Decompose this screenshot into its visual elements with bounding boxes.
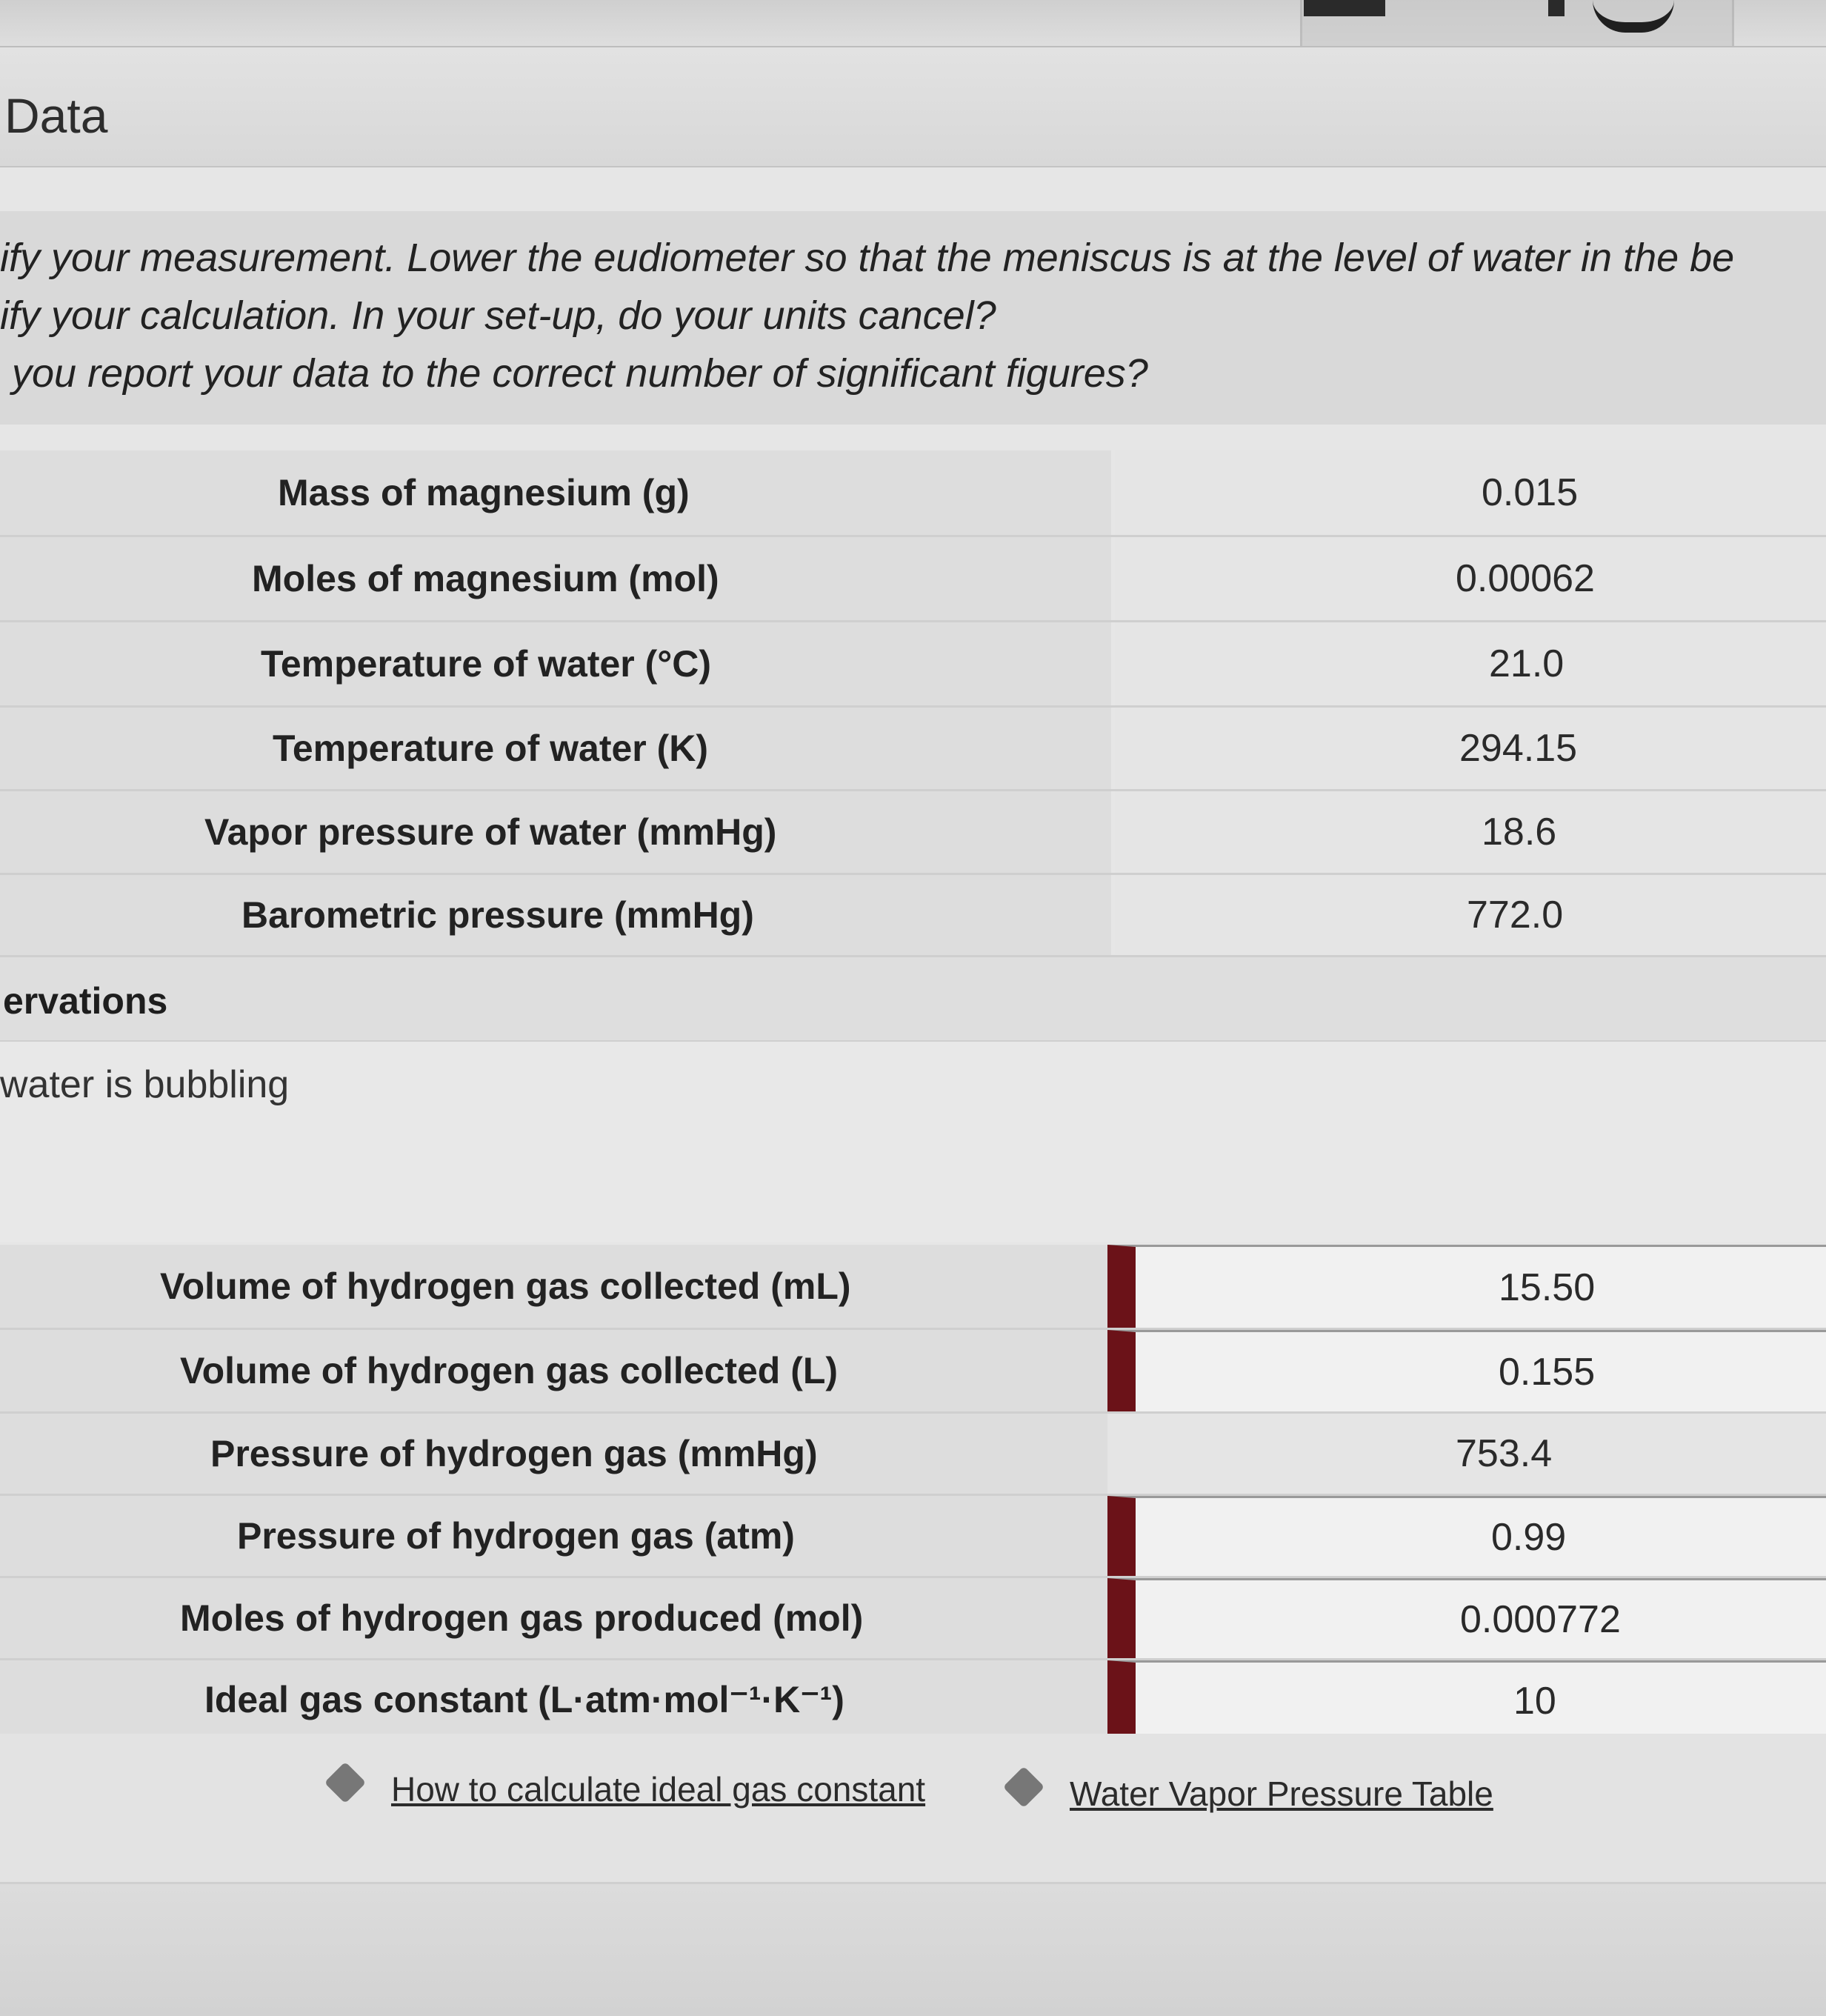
- row-label: Temperature of water (°C): [0, 622, 1111, 705]
- instruction-line: ify your measurement. Lower the eudiometer so that the meniscus is at the level of water in the be: [0, 236, 1735, 280]
- row-value-text: 15.50: [1499, 1265, 1596, 1309]
- row-value-input[interactable]: [1107, 1578, 1826, 1658]
- row-label: Pressure of hydrogen gas (atm): [0, 1496, 1107, 1576]
- row-value-text: 0.155: [1499, 1350, 1596, 1394]
- row-value-text: 772.0: [1467, 894, 1564, 937]
- row-label: Volume of hydrogen gas collected (L): [0, 1330, 1107, 1411]
- row-label: Pressure of hydrogen gas (mmHg): [0, 1414, 1107, 1494]
- observations-label: ervations: [3, 980, 168, 1022]
- table-row: [0, 1578, 1826, 1660]
- row-value-input[interactable]: [1107, 1660, 1826, 1739]
- row-value-input[interactable]: [1107, 1245, 1826, 1328]
- table-row: [0, 1496, 1826, 1578]
- table-row: [0, 1414, 1826, 1496]
- table-row: [0, 1330, 1826, 1414]
- row-label: Temperature of water (K): [0, 708, 1111, 789]
- row-value-text: 18.6: [1482, 811, 1557, 854]
- instructions-box: [0, 211, 1826, 425]
- instruction-line: ify your calculation. In your set-up, do your units cancel?: [0, 293, 996, 338]
- row-value-input[interactable]: [1107, 1330, 1826, 1411]
- row-label: Vapor pressure of water (mmHg): [0, 791, 1111, 873]
- tag-icon: [324, 1762, 367, 1804]
- row-value-text: 0.00062: [1456, 557, 1595, 600]
- toolbar-icon[interactable]: [1304, 0, 1385, 16]
- row-value[interactable]: [1115, 622, 1826, 705]
- row-value-text: 0.99: [1491, 1515, 1567, 1559]
- row-label: Volume of hydrogen gas collected (mL): [0, 1245, 1107, 1328]
- section-header: [0, 47, 1826, 167]
- row-value-text: 753.4: [1456, 1432, 1553, 1475]
- row-value-text: 0.000772: [1460, 1597, 1621, 1641]
- row-label: Moles of hydrogen gas produced (mol): [0, 1578, 1107, 1658]
- row-value[interactable]: [1115, 537, 1826, 620]
- table-row: [0, 1660, 1826, 1741]
- row-value[interactable]: [1107, 1414, 1826, 1494]
- row-value[interactable]: [1115, 791, 1826, 873]
- row-value[interactable]: [1115, 708, 1826, 789]
- ideal-gas-constant-link[interactable]: How to calculate ideal gas constant: [391, 1770, 926, 1809]
- table-row: [0, 537, 1826, 622]
- row-label: Moles of magnesium (mol): [0, 537, 1111, 620]
- row-value-text: 21.0: [1489, 642, 1565, 685]
- table-row: [0, 1245, 1826, 1330]
- section-title: Data: [4, 88, 108, 143]
- instruction-line: you report your data to the correct number of significant figures?: [12, 351, 1148, 396]
- observations-text: water is bubbling: [0, 1063, 290, 1106]
- row-value[interactable]: [1115, 450, 1826, 535]
- table-row: [0, 791, 1826, 875]
- water-vapor-pressure-table-link[interactable]: Water Vapor Pressure Table: [1070, 1774, 1493, 1813]
- observations-header-row: [0, 957, 1826, 1042]
- table-row: [0, 875, 1826, 957]
- help-links-bar: [0, 1734, 1826, 1884]
- table-row: [0, 450, 1826, 537]
- table-row: [0, 622, 1826, 708]
- row-value-text: 10: [1513, 1679, 1556, 1723]
- toolbar-icon[interactable]: [1548, 0, 1565, 16]
- observations-field[interactable]: [0, 1042, 1826, 1242]
- page-bottom-area: [0, 1884, 1826, 2016]
- row-label: Barometric pressure (mmHg): [0, 875, 1111, 955]
- row-value-text: 0.015: [1482, 471, 1579, 514]
- row-value[interactable]: [1115, 875, 1826, 955]
- tag-icon: [1003, 1766, 1045, 1809]
- row-label: Mass of magnesium (g): [0, 450, 1111, 535]
- table-row: [0, 708, 1826, 791]
- row-value-text: 294.15: [1459, 727, 1578, 770]
- row-value-input[interactable]: [1107, 1496, 1826, 1576]
- row-label: Ideal gas constant (L·atm·mol⁻¹·K⁻¹): [0, 1660, 1107, 1739]
